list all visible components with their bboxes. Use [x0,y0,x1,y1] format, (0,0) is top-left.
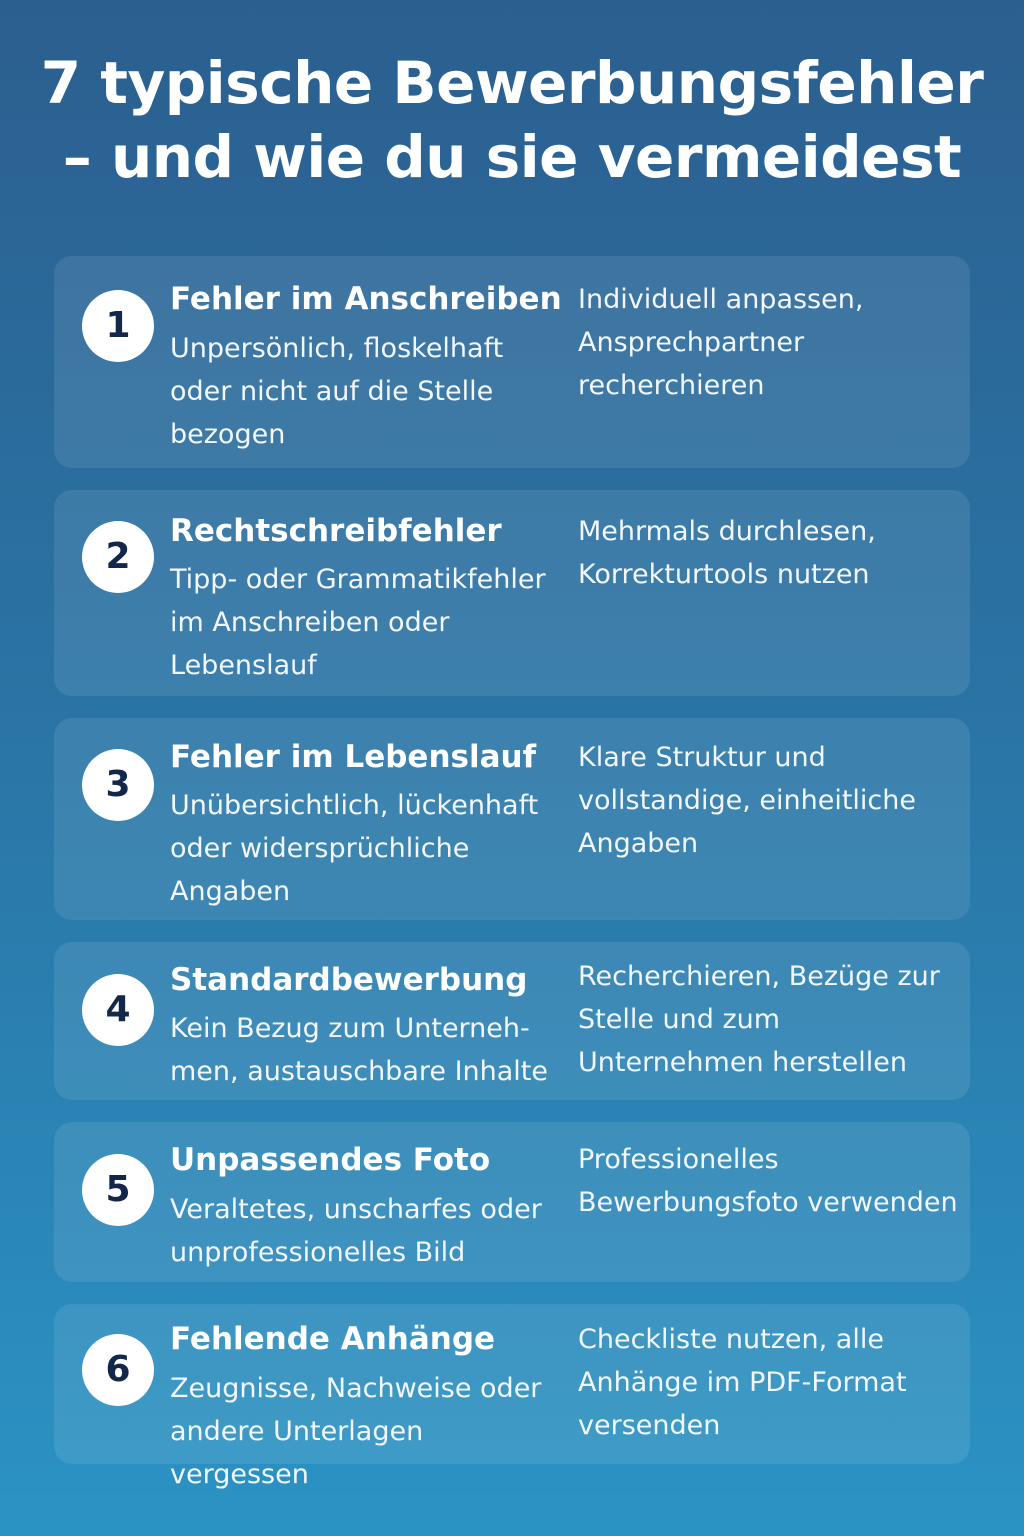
solution-line: Checkliste nutzen, alle [578,1324,884,1355]
solution-line: Stelle und zum [578,1004,781,1035]
description-line: Unübersichtlich, lückenhaft [170,790,539,821]
solution-text [578,1138,962,1224]
solution-line: Recherchieren, Bezüge zur [578,961,940,992]
number-badge: 3 [82,749,154,821]
number-badge: 5 [82,1154,154,1226]
number-badge: 4 [82,974,154,1046]
mistake-description [170,1367,570,1496]
solution-text [578,955,962,1084]
description-line: Tipp- oder Grammatikfehler [170,564,546,595]
description-line: Lebenslauf [170,650,317,681]
solution-line: Anhänge im PDF-Format [578,1367,907,1398]
mistake-description [170,784,570,913]
mistake-description [170,558,570,687]
page-title-line-1: 7 typische Bewerbungsfehler [40,49,984,117]
solution-text [578,736,962,865]
mistake-heading: Fehlende Anhänge [170,1321,496,1357]
solution-line: vollstandige, einheitliche [578,785,916,816]
description-line: andere Unterlagen vergessen [170,1416,424,1490]
mistake-card-5 [54,1122,970,1282]
mistake-description [170,1188,570,1274]
mistake-heading: Fehler im Lebenslauf [170,739,537,775]
mistake-card-1 [54,256,970,468]
mistake-card-4 [54,942,970,1100]
solution-text [578,1318,962,1447]
description-line: im Anschreiben oder [170,607,450,638]
solution-line: Angaben [578,828,699,859]
description-line: Angaben [170,876,291,907]
mistake-card-6 [54,1304,970,1490]
mistake-card-2 [54,490,970,696]
mistake-heading: Unpassendes Foto [170,1142,491,1178]
description-line: bezogen [170,419,286,450]
mistake-heading: Fehler im Anschreiben [170,281,562,317]
number-badge: 6 [82,1334,154,1406]
solution-line: Ansprechpartner [578,327,805,358]
mistake-card-3 [54,718,970,920]
description-line: men, austauschbare Inhalte [170,1056,548,1087]
page-title-line-2: – und wie du sie vermeidest [62,123,962,191]
number-badge: 2 [82,521,154,593]
solution-text [578,278,962,407]
solution-line: Mehrmals durchlesen, [578,516,876,547]
mistake-heading: Standardbewerbung [170,962,528,998]
page-title [0,46,1024,194]
mistake-description [170,1007,570,1093]
solution-text [578,510,962,596]
description-line: Veraltetes, unscharfes oder [170,1194,542,1225]
solution-line: Professionelles [578,1144,779,1175]
description-line: oder nicht auf die Stelle [170,376,494,407]
mistake-heading: Rechtschreibfehler [170,513,502,549]
description-line: unprofessionelles Bild [170,1237,466,1268]
solution-line: Korrekturtools nutzen [578,559,870,590]
solution-line: Individuell anpassen, [578,284,864,315]
description-line: Unpersönlich, floskelhaft [170,333,504,364]
solution-line: Unternehmen herstellen [578,1047,907,1078]
number-badge: 1 [82,290,154,362]
solution-line: versenden [578,1410,721,1441]
description-line: Kein Bezug zum Unterneh- [170,1013,530,1044]
solution-line: Klare Struktur und [578,742,826,773]
solution-line: Bewerbungsfoto verwenden [578,1187,958,1218]
solution-line: recherchieren [578,370,765,401]
mistake-description [170,327,570,456]
description-line: oder widersprüchliche [170,833,470,864]
description-line: Zeugnisse, Nachweise oder [170,1373,542,1404]
